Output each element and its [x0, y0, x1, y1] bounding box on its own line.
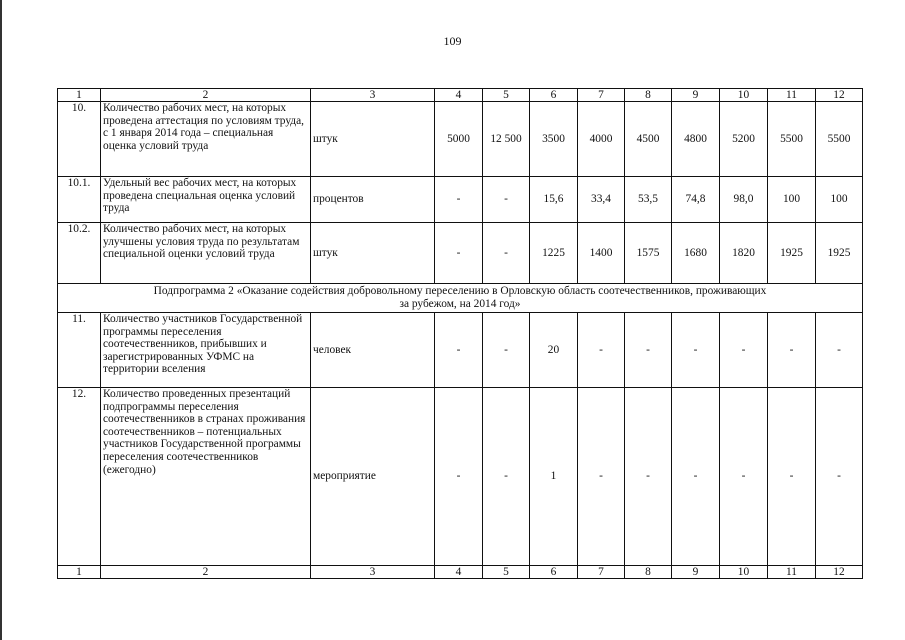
value-cell: -	[435, 223, 483, 284]
row-number: 10.1.	[58, 177, 101, 223]
value-cell: 1925	[816, 223, 863, 284]
column-number: 7	[578, 89, 625, 102]
subprogram-title: Подпрограмма 2 «Оказание содействия добровольному переселению в Орловскую область соотечественников, проживающих за рубежом, на 2014 год»	[58, 284, 863, 313]
indicator-name: Количество рабочих мест, на которых проведена аттестация по условиям труда, с 1 января 2014 года – специальная оценка условий труда	[101, 102, 311, 177]
indicator-name: Количество проведенных презентаций подпрограммы переселения соотечественников в странах проживания соотечественников – потенциальных участников Государственной программы переселения соотечественников (ежегодно)	[101, 388, 311, 566]
indicator-name: Удельный вес рабочих мест, на которых проведена специальная оценка условий труда	[101, 177, 311, 223]
value-cell: 1820	[720, 223, 768, 284]
column-number: 3	[311, 89, 435, 102]
value-cell: -	[768, 313, 816, 388]
column-number: 5	[483, 89, 530, 102]
value-cell: -	[578, 313, 625, 388]
value-cell: -	[483, 313, 530, 388]
table-row	[58, 177, 863, 223]
column-number: 10	[720, 566, 768, 579]
value-cell: 1225	[530, 223, 578, 284]
table-row	[58, 388, 863, 566]
value-cell: 98,0	[720, 177, 768, 223]
value-cell: -	[625, 313, 672, 388]
table-row	[58, 102, 863, 177]
value-cell: 20	[530, 313, 578, 388]
value-cell: -	[483, 223, 530, 284]
column-number: 1	[58, 89, 101, 102]
page-left-edge	[0, 0, 2, 640]
value-cell: 53,5	[625, 177, 672, 223]
column-number: 9	[672, 89, 720, 102]
subprogram-row	[58, 284, 863, 313]
value-cell: 12 500	[483, 102, 530, 177]
value-cell: 74,8	[672, 177, 720, 223]
value-cell: -	[672, 313, 720, 388]
value-cell: -	[435, 388, 483, 566]
value-cell: 100	[768, 177, 816, 223]
column-number: 1	[58, 566, 101, 579]
value-cell: -	[435, 177, 483, 223]
column-number: 6	[530, 566, 578, 579]
value-cell: 5500	[768, 102, 816, 177]
column-number: 10	[720, 89, 768, 102]
value-cell: -	[768, 388, 816, 566]
column-number: 7	[578, 566, 625, 579]
indicator-name: Количество рабочих мест, на которых улучшены условия труда по результатам специальной оценки условий труда	[101, 223, 311, 284]
column-number-row-top	[58, 89, 863, 102]
column-number: 8	[625, 566, 672, 579]
value-cell: 5500	[816, 102, 863, 177]
value-cell: -	[483, 388, 530, 566]
row-number: 10.2.	[58, 223, 101, 284]
value-cell: 1925	[768, 223, 816, 284]
unit: штук	[311, 102, 435, 177]
row-number: 12.	[58, 388, 101, 566]
value-cell: -	[483, 177, 530, 223]
value-cell: 5000	[435, 102, 483, 177]
value-cell: 5200	[720, 102, 768, 177]
value-cell: -	[720, 388, 768, 566]
value-cell: 3500	[530, 102, 578, 177]
value-cell: 1575	[625, 223, 672, 284]
value-cell: 4000	[578, 102, 625, 177]
value-cell: -	[816, 313, 863, 388]
value-cell: -	[816, 388, 863, 566]
page-number: 109	[443, 34, 462, 48]
value-cell: 4500	[625, 102, 672, 177]
column-number: 11	[768, 566, 816, 579]
column-number: 6	[530, 89, 578, 102]
value-cell: 1400	[578, 223, 625, 284]
table-row	[58, 313, 863, 388]
value-cell: 15,6	[530, 177, 578, 223]
unit: человек	[311, 313, 435, 388]
row-number: 11.	[58, 313, 101, 388]
column-number: 3	[311, 566, 435, 579]
value-cell: 1680	[672, 223, 720, 284]
indicator-name: Количество участников Государственной программы переселения соотечественников, прибывших и зарегистрированных УФМС на территории вселения	[101, 313, 311, 388]
column-number: 8	[625, 89, 672, 102]
value-cell: 100	[816, 177, 863, 223]
value-cell: -	[625, 388, 672, 566]
value-cell: 4800	[672, 102, 720, 177]
table-row	[58, 223, 863, 284]
column-number: 9	[672, 566, 720, 579]
column-number: 12	[816, 566, 863, 579]
indicators-table	[57, 88, 863, 579]
column-number: 4	[435, 566, 483, 579]
unit: мероприятие	[311, 388, 435, 566]
value-cell: -	[672, 388, 720, 566]
unit: процентов	[311, 177, 435, 223]
column-number: 12	[816, 89, 863, 102]
column-number: 2	[101, 89, 311, 102]
row-number: 10.	[58, 102, 101, 177]
value-cell: -	[435, 313, 483, 388]
value-cell: 1	[530, 388, 578, 566]
column-number: 5	[483, 566, 530, 579]
column-number-row-bottom	[58, 566, 863, 579]
unit: штук	[311, 223, 435, 284]
value-cell: -	[578, 388, 625, 566]
column-number: 4	[435, 89, 483, 102]
value-cell: -	[720, 313, 768, 388]
value-cell: 33,4	[578, 177, 625, 223]
column-number: 11	[768, 89, 816, 102]
column-number: 2	[101, 566, 311, 579]
